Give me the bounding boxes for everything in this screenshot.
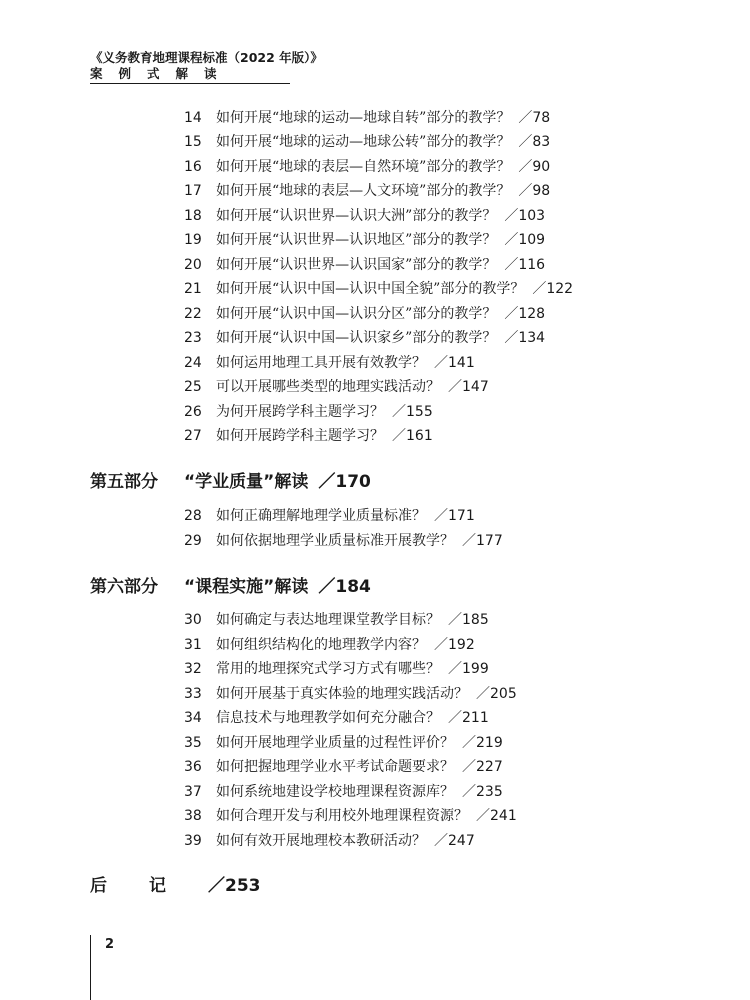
entry-number: 15 — [184, 134, 202, 150]
entry-page: ／122 — [532, 281, 574, 297]
entry-title: 如何开展“认识世界—认识地区”部分的教学？ — [216, 232, 497, 248]
entry-page: ／211 — [448, 710, 489, 726]
entry-page: ／235 — [462, 784, 503, 800]
entry-page: ／219 — [462, 735, 503, 751]
entry-page: ／103 — [504, 208, 546, 224]
toc-entry[interactable] — [184, 757, 503, 777]
toc-entry[interactable] — [184, 206, 545, 226]
entry-title: 常用的地理探究式学习方式有哪些？ — [216, 661, 440, 677]
entry-page: ／192 — [434, 637, 475, 653]
entry-page: ／247 — [434, 833, 475, 849]
entry-number: 34 — [184, 710, 202, 726]
afterword-heading[interactable] — [90, 873, 261, 899]
part-label: 第六部分 — [90, 577, 158, 597]
entry-number: 33 — [184, 686, 202, 702]
part-title: “课程实施”解读 — [184, 577, 309, 597]
entry-page: ／227 — [462, 759, 503, 775]
part-heading-5[interactable] — [90, 469, 371, 495]
entry-page: ／83 — [518, 134, 551, 150]
entry-number: 21 — [184, 281, 202, 297]
entry-title: 如何开展“认识中国—认识家乡”部分的教学？ — [216, 330, 497, 346]
entry-title: 如何开展“地球的表层—人文环境”部分的教学？ — [216, 183, 511, 199]
entry-title: 如何组织结构化的地理教学内容？ — [216, 637, 426, 653]
entry-page: ／116 — [504, 257, 546, 273]
entry-number: 18 — [184, 208, 202, 224]
entry-number: 16 — [184, 159, 202, 175]
toc-entry[interactable] — [184, 181, 550, 201]
entry-page: ／98 — [518, 183, 551, 199]
entry-page: ／141 — [434, 355, 475, 371]
entry-number: 22 — [184, 306, 202, 322]
entry-page: ／109 — [504, 232, 546, 248]
entry-number: 29 — [184, 533, 202, 549]
toc-entry[interactable] — [184, 708, 489, 728]
afterword-page: ／253 — [208, 876, 261, 896]
entry-page: ／171 — [434, 508, 475, 524]
toc-entry[interactable] — [184, 255, 545, 275]
entry-number: 32 — [184, 661, 202, 677]
toc-entry[interactable] — [184, 377, 489, 397]
entry-number: 35 — [184, 735, 202, 751]
entry-title: 如何系统地建设学校地理课程资源库？ — [216, 784, 454, 800]
running-header — [90, 50, 323, 81]
entry-title: 如何开展地理学业质量的过程性评价？ — [216, 735, 454, 751]
toc-entry[interactable] — [184, 230, 545, 250]
entry-title: 如何开展跨学科主题学习？ — [216, 428, 384, 444]
entry-number: 25 — [184, 379, 202, 395]
toc-entry[interactable] — [184, 806, 517, 826]
toc-entry[interactable] — [184, 831, 475, 851]
entry-title: 如何正确理解地理学业质量标准？ — [216, 508, 426, 524]
entry-number: 36 — [184, 759, 202, 775]
toc-entry[interactable] — [184, 531, 503, 551]
entry-page: ／128 — [504, 306, 546, 322]
toc-entry[interactable] — [184, 108, 550, 128]
entry-title: 如何开展“认识中国—认识中国全貌”部分的教学？ — [216, 281, 525, 297]
entry-title: 如何开展“认识世界—认识国家”部分的教学？ — [216, 257, 497, 273]
footer-rule — [90, 935, 91, 1000]
entry-number: 24 — [184, 355, 202, 371]
entry-page: ／134 — [504, 330, 546, 346]
entry-title: 如何开展“认识中国—认识分区”部分的教学？ — [216, 306, 497, 322]
toc-entry[interactable] — [184, 157, 550, 177]
entry-title: 为何开展跨学科主题学习？ — [216, 404, 384, 420]
entry-page: ／185 — [448, 612, 489, 628]
part-page: ／184 — [318, 577, 371, 597]
entry-page: ／161 — [392, 428, 433, 444]
toc-entry[interactable] — [184, 610, 489, 630]
entry-page: ／147 — [448, 379, 489, 395]
header-rule — [90, 83, 290, 84]
entry-title: 如何开展“认识世界—认识大洲”部分的教学？ — [216, 208, 497, 224]
part-label: 第五部分 — [90, 472, 158, 492]
entry-page: ／241 — [476, 808, 517, 824]
entry-title: 如何开展“地球的运动—地球自转”部分的教学？ — [216, 110, 511, 126]
toc-entry[interactable] — [184, 684, 517, 704]
toc-entry[interactable] — [184, 279, 573, 299]
entry-title: 如何确定与表达地理课堂教学目标？ — [216, 612, 440, 628]
toc-entry[interactable] — [184, 402, 433, 422]
entry-number: 20 — [184, 257, 202, 273]
entry-number: 38 — [184, 808, 202, 824]
toc-entry[interactable] — [184, 304, 545, 324]
afterword-label: 后记 — [90, 876, 208, 896]
entry-number: 27 — [184, 428, 202, 444]
entry-number: 39 — [184, 833, 202, 849]
entry-number: 37 — [184, 784, 202, 800]
toc-entry[interactable] — [184, 132, 550, 152]
entry-title: 如何把握地理学业水平考试命题要求？ — [216, 759, 454, 775]
entry-page: ／155 — [392, 404, 433, 420]
entry-title: 如何依据地理学业质量标准开展教学？ — [216, 533, 454, 549]
toc-entry[interactable] — [184, 733, 503, 753]
entry-page: ／177 — [462, 533, 503, 549]
entry-title: 可以开展哪些类型的地理实践活动？ — [216, 379, 440, 395]
toc-entry[interactable] — [184, 506, 475, 526]
entry-number: 30 — [184, 612, 202, 628]
toc-entry[interactable] — [184, 782, 503, 802]
entry-title: 如何开展“地球的表层—自然环境”部分的教学？ — [216, 159, 511, 175]
entry-title: 如何开展“地球的运动—地球公转”部分的教学？ — [216, 134, 511, 150]
entry-title: 如何开展基于真实体验的地理实践活动？ — [216, 686, 468, 702]
entry-number: 14 — [184, 110, 202, 126]
toc-entry[interactable] — [184, 353, 475, 373]
book-subtitle: 案例式解读 — [90, 66, 233, 81]
part-heading-6[interactable] — [90, 574, 371, 600]
toc-entry[interactable] — [184, 328, 545, 348]
entry-number: 28 — [184, 508, 202, 524]
entry-page: ／199 — [448, 661, 489, 677]
entry-number: 17 — [184, 183, 202, 199]
toc-entry[interactable] — [184, 426, 433, 446]
entry-number: 26 — [184, 404, 202, 420]
entry-page: ／90 — [518, 159, 551, 175]
entry-number: 23 — [184, 330, 202, 346]
entry-title: 如何有效开展地理校本教研活动？ — [216, 833, 426, 849]
entry-number: 31 — [184, 637, 202, 653]
part-title: “学业质量”解读 — [184, 472, 309, 492]
entry-title: 如何合理开发与利用校外地理课程资源？ — [216, 808, 468, 824]
part-page: ／170 — [318, 472, 371, 492]
book-title: 《义务教育地理课程标准（2022 年版）》 — [90, 50, 323, 65]
entry-number: 19 — [184, 232, 202, 248]
entry-title: 如何运用地理工具开展有效教学？ — [216, 355, 426, 371]
toc-entry[interactable] — [184, 635, 475, 655]
page-number: 2 — [105, 937, 115, 952]
toc-entry[interactable] — [184, 659, 489, 679]
entry-page: ／205 — [476, 686, 517, 702]
entry-page: ／78 — [518, 110, 551, 126]
entry-title: 信息技术与地理教学如何充分融合？ — [216, 710, 440, 726]
